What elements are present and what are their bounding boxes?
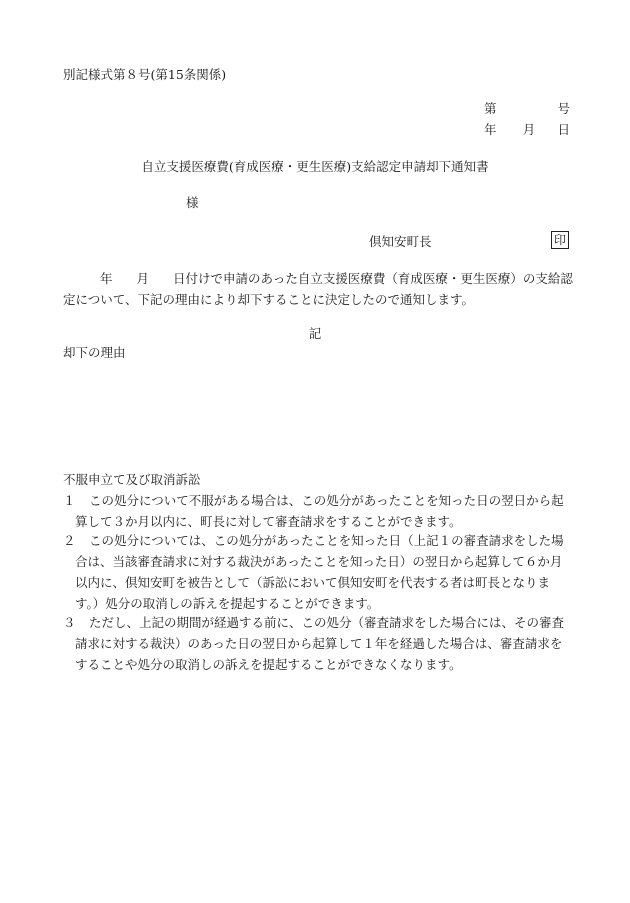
- appeal-heading: 不服申立て及び取消訴訟: [63, 472, 201, 487]
- sender-name: 倶知安町長: [369, 234, 432, 249]
- appeal-item-number: ３: [63, 615, 76, 630]
- form-label: 別記様式第８号(第15条関係): [63, 67, 227, 82]
- ki-heading: 記: [308, 326, 322, 341]
- appeal-item-number: １: [63, 493, 76, 508]
- date-month: 月: [522, 122, 536, 137]
- appeal-item-1: [63, 490, 573, 532]
- appeal-item-3: [63, 612, 573, 675]
- appeal-item-number: ２: [63, 533, 76, 548]
- recipient-suffix: 様: [186, 195, 199, 210]
- body-month: 月: [136, 271, 150, 286]
- date-year: 年: [484, 122, 497, 137]
- number-suffix: 号: [557, 101, 570, 116]
- appeal-item-text: ただし、上記の期間が経過する前に、この処分（審査請求をした場合には、その審査請求に対する裁決）のあった日の翌日から起算して１年を経過した場合は、審査請求をすることや処分の取消しの訴えを提起することができなくなります。: [75, 615, 565, 672]
- appeal-item-text: この処分については、この処分があったことを知った日（上記１の審査請求をした場合は、当該審査請求に対する裁決があったことを知った日）の翌日から起算して６か月以内に、倶知安町を被告として（訴訟において倶知安町を代表する者は町長となります。）処分の取消しの訴えを提起することができます。: [75, 533, 564, 611]
- seal-mark: 印: [551, 231, 569, 249]
- body-paragraph: [63, 268, 573, 310]
- appeal-item-2: [63, 530, 573, 614]
- document-title: 自立支援医療費(育成医療・更生医療)支給認定申請却下通知書: [141, 159, 489, 174]
- document-number: [484, 103, 570, 116]
- body-year: 年: [100, 271, 113, 286]
- body-text: 日付けで申請のあった自立支援医療費（育成医療・更生医療）の支給認定について、下記の理由により却下することに決定したので通知します。: [63, 271, 573, 307]
- reason-heading: 却下の理由: [63, 345, 126, 360]
- appeal-item-text: この処分について不服がある場合は、この処分があったことを知った日の翌日から起算して３か月以内に、町長に対して審査請求をすることができます。: [75, 493, 564, 529]
- date-day: 日: [557, 122, 570, 137]
- number-prefix: 第: [484, 101, 497, 116]
- issue-date: [484, 124, 570, 137]
